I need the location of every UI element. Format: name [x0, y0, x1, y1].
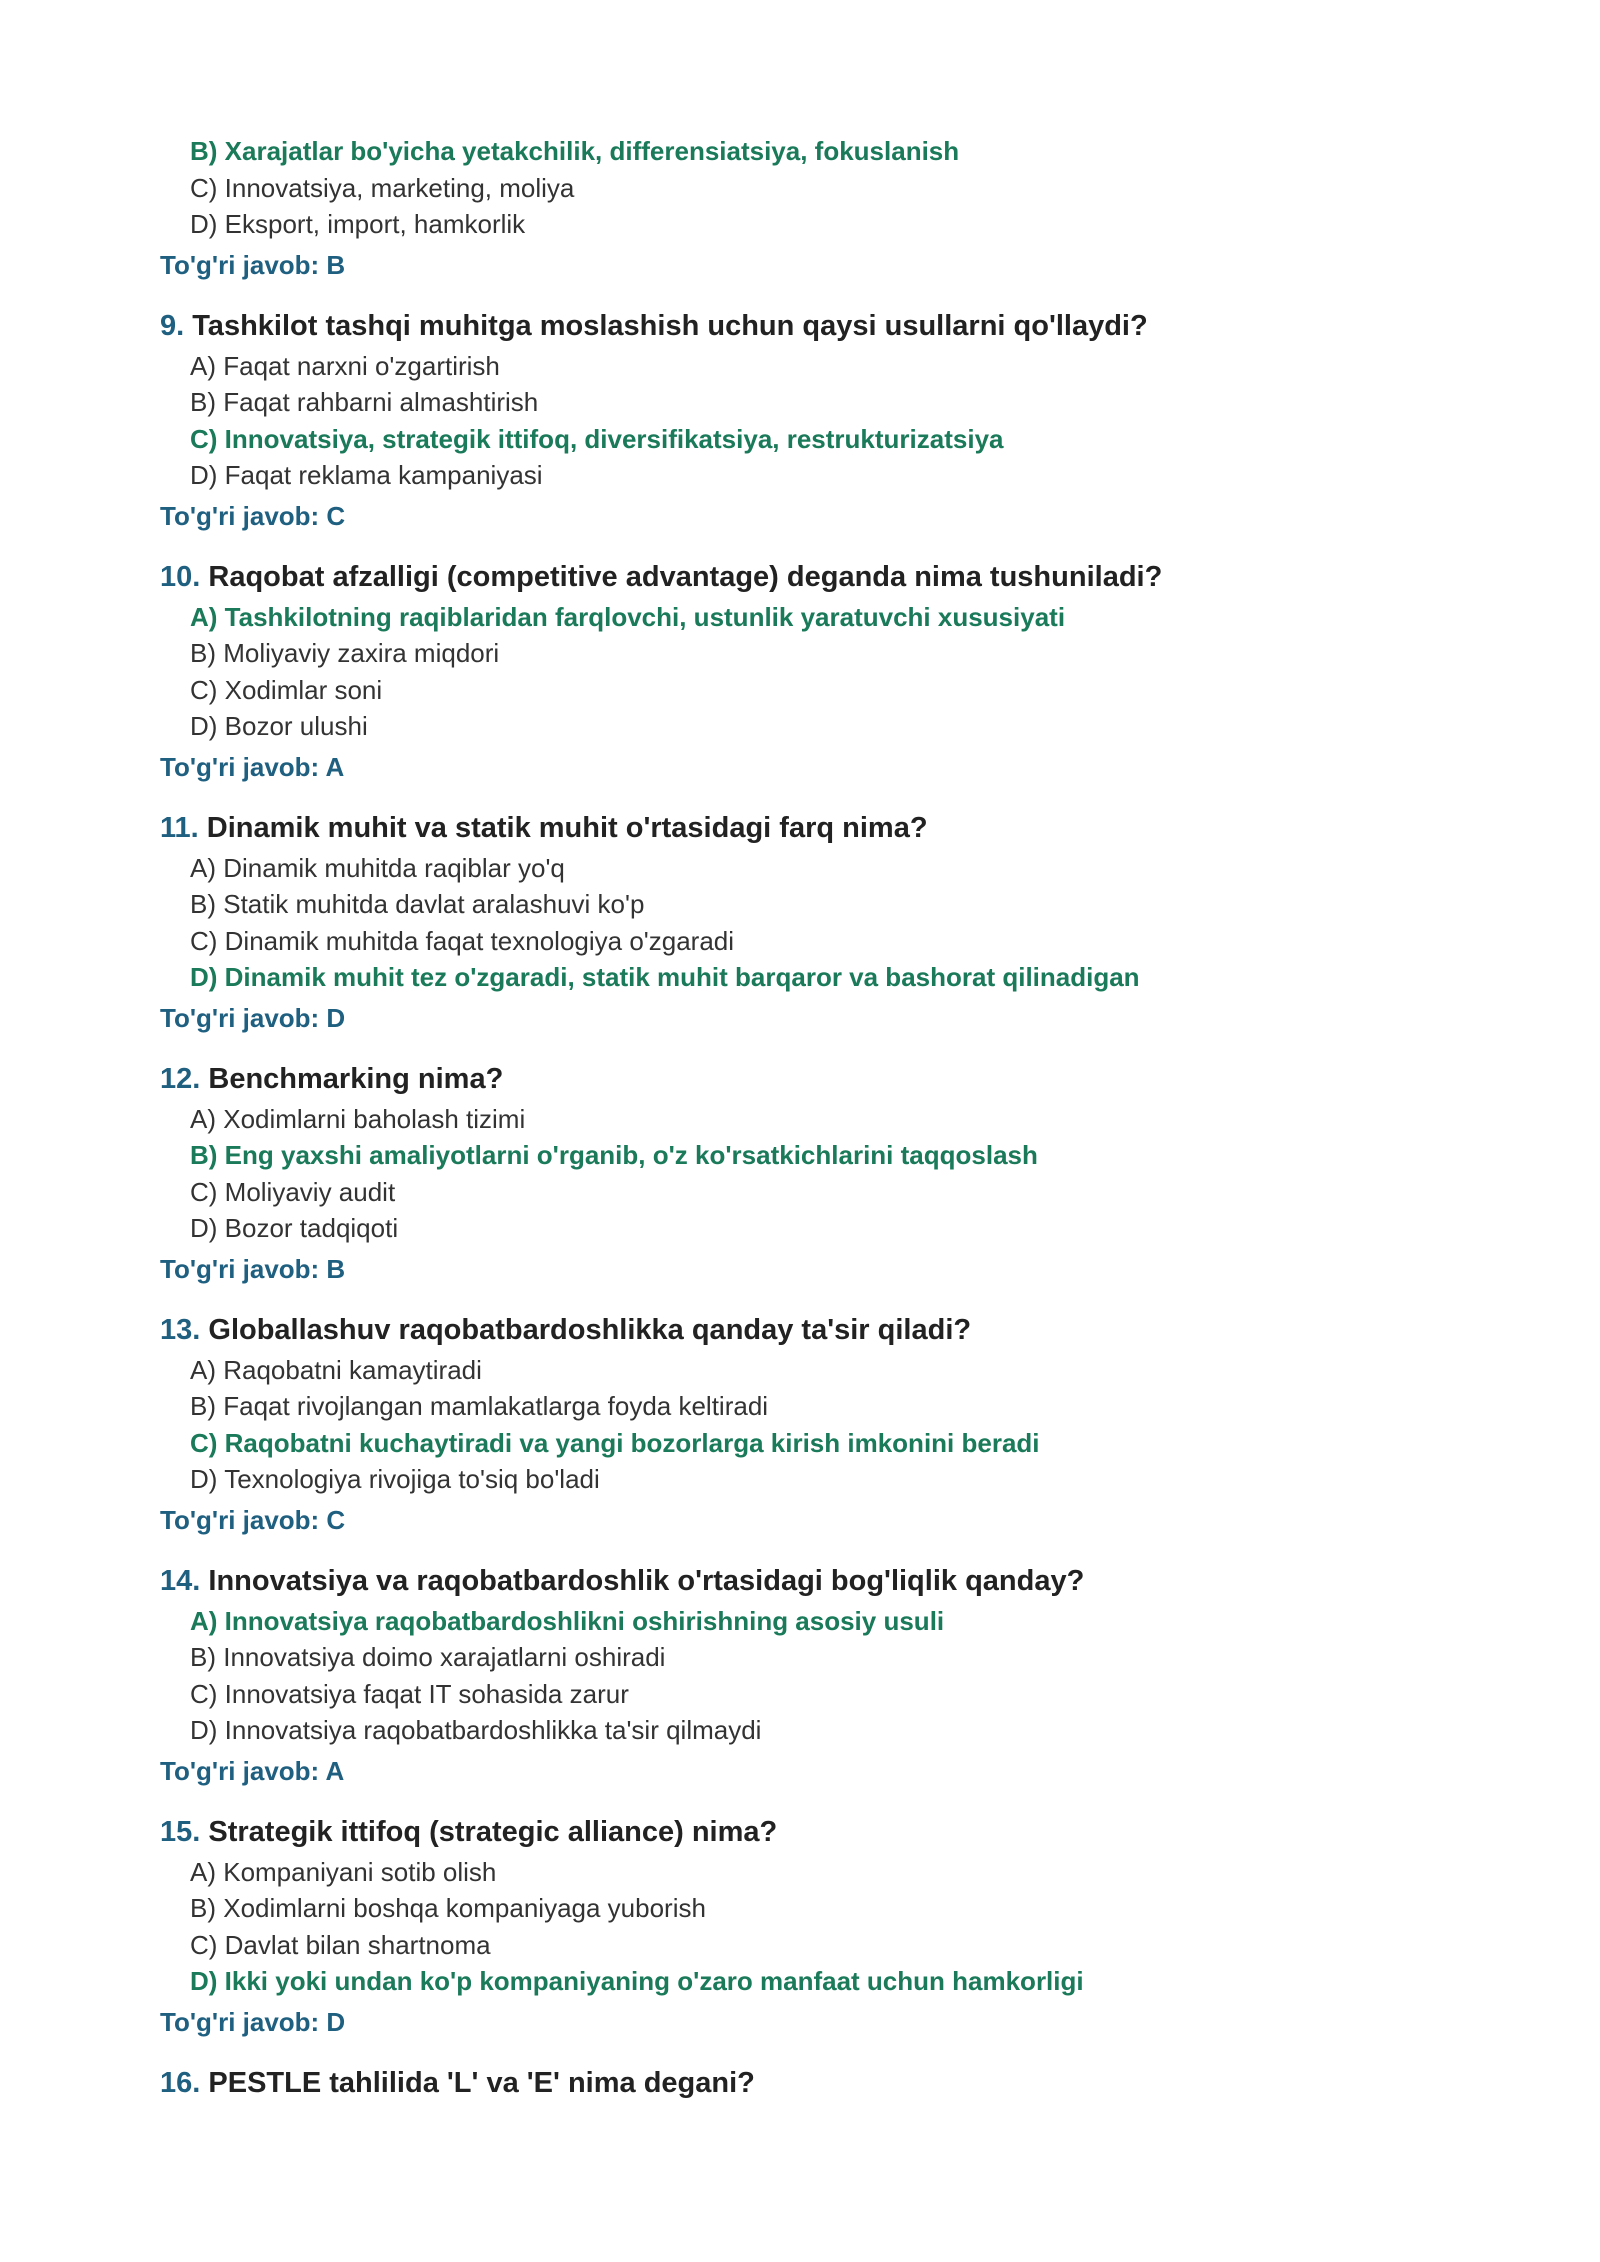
option-item: B) Faqat rivojlangan mamlakatlarga foyda keltiradi [190, 1391, 769, 1421]
question-block [0, 1310, 1600, 1538]
question-block [0, 808, 1600, 1036]
question-text: Strategik ittifoq (strategic alliance) nima? [208, 1815, 778, 1848]
option-item: A) Innovatsiya raqobatbardoshlikni oshirishning asosiy usuli [190, 1605, 945, 1636]
option-item: C) Raqobatni kuchaytiradi va yangi bozorlarga kirish imkonini beradi [190, 1427, 1040, 1458]
question-number: 14. [160, 1564, 201, 1597]
option-item: A) Faqat narxni o'zgartirish [190, 350, 500, 381]
question-block [0, 1561, 1600, 1789]
question-number: 12. [160, 1062, 201, 1095]
question-text: Benchmarking nima? [208, 1062, 504, 1095]
carryover-option-d: D) Eksport, import, hamkorlik [190, 209, 526, 239]
option-item: B) Xodimlarni boshqa kompaniyaga yuborish [190, 1893, 706, 1923]
question-block [0, 306, 1600, 534]
option-list [190, 1603, 1600, 1749]
option-item: D) Faqat reklama kampaniyasi [190, 460, 543, 490]
question-number: 16. [160, 2066, 201, 2099]
option-list [190, 348, 1600, 494]
question-block [0, 1812, 1600, 2040]
question-number: 13. [160, 1313, 201, 1346]
carryover-option-b: B) Xarajatlar bo'yicha yetakchilik, differensiatsiya, fokuslanish [190, 136, 960, 166]
question-text: Raqobat afzalligi (competitive advantage) deganda nima tushuniladi? [208, 560, 1163, 593]
question-title [160, 557, 1600, 597]
question-text: Dinamik muhit va statik muhit o'rtasidagi farq nima? [206, 811, 928, 844]
option-list [190, 1352, 1600, 1498]
correct-answer-label: To'g'ri javob: B [160, 1253, 346, 1284]
question-title [160, 306, 1600, 346]
carryover-options [190, 133, 1600, 243]
question-title [160, 808, 1600, 848]
option-item: A) Xodimlarni baholash tizimi [190, 1103, 526, 1134]
option-item: D) Bozor ulushi [190, 711, 368, 741]
option-item: C) Dinamik muhitda faqat texnologiya o'zgaradi [190, 925, 735, 956]
question-number: 9. [160, 309, 185, 342]
question-text: PESTLE tahlilida 'L' va 'E' nima degani? [208, 2066, 755, 2099]
option-item: A) Dinamik muhitda raqiblar yo'q [190, 852, 565, 883]
option-item: C) Xodimlar soni [190, 674, 383, 705]
question-text: Tashkilot tashqi muhitga moslashish uchun qaysi usullarni qo'llaydi? [192, 309, 1148, 342]
option-item: B) Innovatsiya doimo xarajatlarni oshiradi [190, 1642, 666, 1672]
option-list [190, 1854, 1600, 2000]
correct-answer-label: To'g'ri javob: A [160, 1755, 345, 1786]
option-item: D) Ikki yoki undan ko'p kompaniyaning o'zaro manfaat uchun hamkorligi [190, 1966, 1084, 1996]
correct-answer-label: To'g'ri javob: A [160, 751, 345, 782]
question-block [0, 1059, 1600, 1287]
option-item: A) Kompaniyani sotib olish [190, 1856, 497, 1887]
correct-answer-label: To'g'ri javob: D [160, 2006, 346, 2037]
question-title [160, 1561, 1600, 1601]
question-number: 11. [160, 811, 199, 844]
correct-answer-label: To'g'ri javob: C [160, 500, 346, 531]
question-text: Globallashuv raqobatbardoshlikka qanday ta'sir qiladi? [208, 1313, 972, 1346]
question-title [160, 2063, 1600, 2103]
correct-answer-label: To'g'ri javob: D [160, 1002, 346, 1033]
carryover-option-c: C) Innovatsiya, marketing, moliya [190, 172, 575, 203]
question-number: 15. [160, 1815, 201, 1848]
question-list [0, 306, 1600, 2103]
question-block [0, 2063, 1600, 2103]
option-item: C) Innovatsiya, strategik ittifoq, diversifikatsiya, restrukturizatsiya [190, 423, 1004, 454]
correct-answer-label: To'g'ri javob: C [160, 1504, 346, 1535]
option-item: B) Moliyaviy zaxira miqdori [190, 638, 500, 668]
option-item: A) Tashkilotning raqiblaridan farqlovchi, ustunlik yaratuvchi xususiyati [190, 601, 1066, 632]
option-list [190, 599, 1600, 745]
option-item: D) Bozor tadqiqoti [190, 1213, 399, 1243]
option-item: C) Innovatsiya faqat IT sohasida zarur [190, 1678, 629, 1709]
question-text: Innovatsiya va raqobatbardoshlik o'rtasidagi bog'liqlik qanday? [208, 1564, 1085, 1597]
option-item: D) Texnologiya rivojiga to'siq bo'ladi [190, 1464, 600, 1494]
question-block [0, 557, 1600, 785]
option-item: B) Faqat rahbarni almashtirish [190, 387, 539, 417]
option-item: D) Dinamik muhit tez o'zgaradi, statik muhit barqaror va bashorat qilinadigan [190, 962, 1140, 992]
option-item: B) Eng yaxshi amaliyotlarni o'rganib, o'z ko'rsatkichlarini taqqoslash [190, 1140, 1038, 1170]
question-title [160, 1812, 1600, 1852]
question-title [160, 1310, 1600, 1350]
option-item: B) Statik muhitda davlat aralashuvi ko'p [190, 889, 645, 919]
option-item: A) Raqobatni kamaytiradi [190, 1354, 482, 1385]
question-number: 10. [160, 560, 201, 593]
option-item: C) Moliyaviy audit [190, 1176, 396, 1207]
question-title [160, 1059, 1600, 1099]
option-list [190, 850, 1600, 996]
carryover-answer: To'g'ri javob: B [160, 249, 346, 280]
option-item: C) Davlat bilan shartnoma [190, 1929, 491, 1960]
option-list [190, 1101, 1600, 1247]
option-item: D) Innovatsiya raqobatbardoshlikka ta'sir qilmaydi [190, 1715, 762, 1745]
